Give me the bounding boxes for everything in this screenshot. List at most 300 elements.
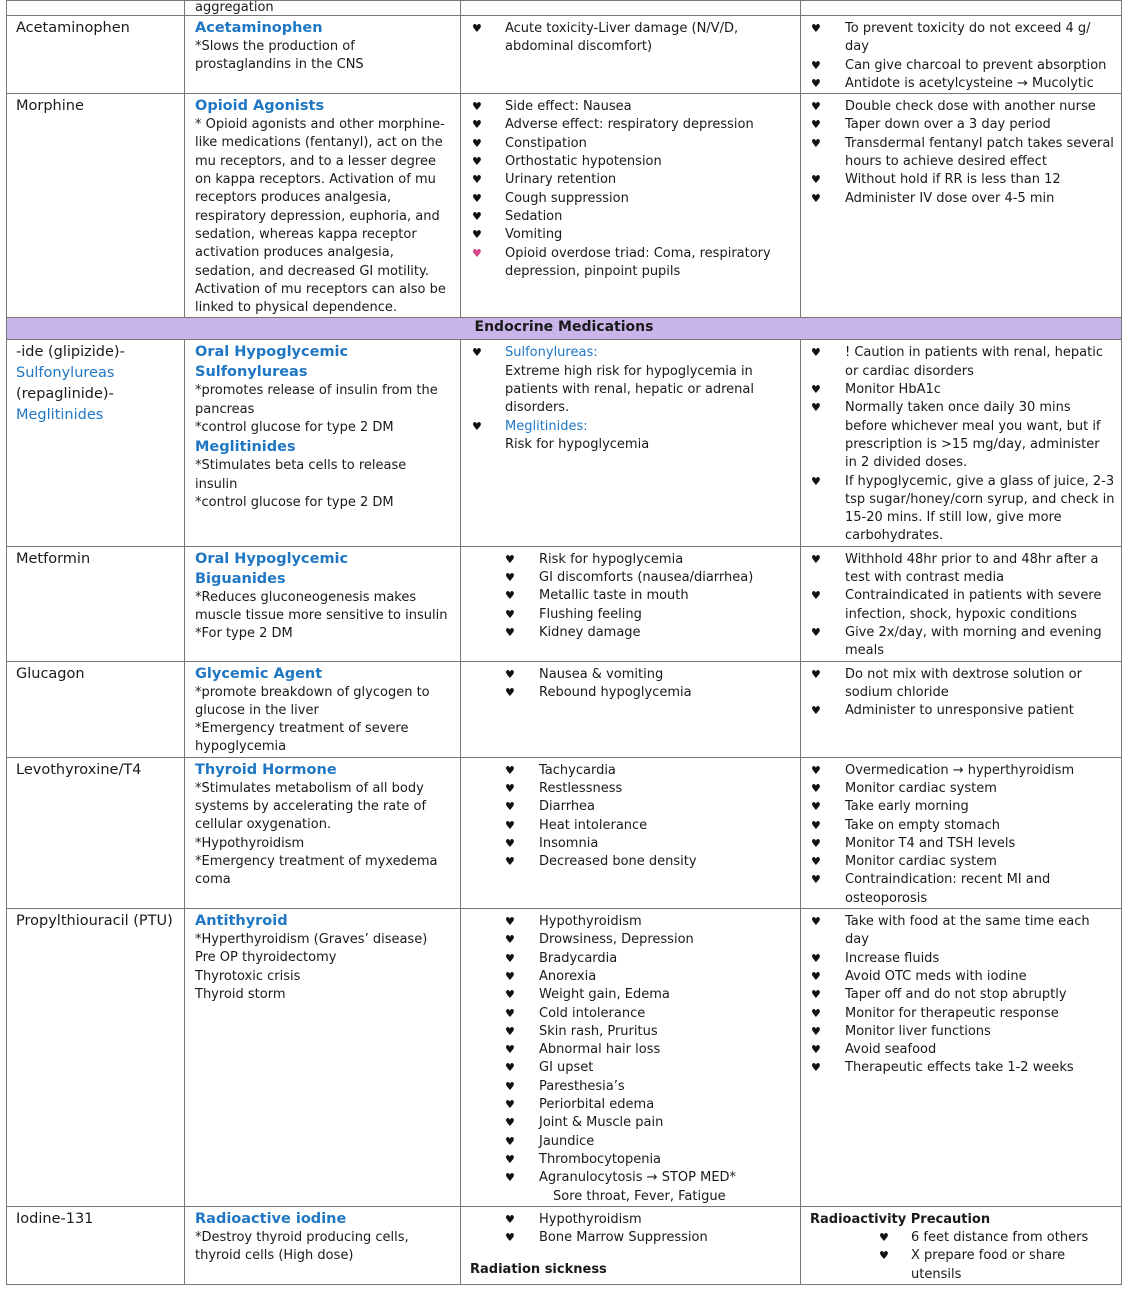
heart-bullet-icon: ♥ xyxy=(811,118,821,132)
heart-bullet-icon: ♥ xyxy=(811,763,821,777)
heart-bullet-icon: ♥ xyxy=(505,1079,515,1093)
list-item xyxy=(801,835,1115,853)
list-item-text: Do not mix with dextrose solution or sodium chloride xyxy=(845,666,1082,700)
drug-name: -ide (glipizide)- xyxy=(16,344,125,361)
heart-bullet-icon: ♥ xyxy=(505,685,515,699)
drug-class: Acetaminophen xyxy=(195,20,323,36)
list-item-text: Nausea & vomiting xyxy=(539,666,664,682)
side-effects-list xyxy=(461,340,800,454)
list-item-text: Rebound hypoglycemia xyxy=(539,684,692,700)
list-item xyxy=(801,20,1115,57)
drug-class: Opioid Agonists xyxy=(195,98,325,115)
table-row xyxy=(7,16,1122,94)
list-item xyxy=(461,1133,794,1151)
drug-class: Thyroid Hormone xyxy=(195,761,337,778)
heart-bullet-icon: ♥ xyxy=(505,800,515,814)
side-effects-list xyxy=(461,662,800,703)
mechanism-text: *control glucose for type 2 DM xyxy=(195,420,394,436)
heart-bullet-icon: ♥ xyxy=(505,1152,515,1166)
heart-bullet-icon: ♥ xyxy=(505,589,515,603)
list-item xyxy=(801,135,1115,172)
heart-bullet-icon: ♥ xyxy=(472,191,482,205)
list-item-text: Paresthesia’s xyxy=(539,1078,625,1094)
list-item xyxy=(461,1229,794,1247)
table-row xyxy=(7,757,1122,908)
list-item xyxy=(461,1151,794,1169)
list-item xyxy=(461,986,794,1004)
nursing-list xyxy=(801,94,1121,208)
list-item xyxy=(461,762,794,780)
heart-bullet-icon: ♥ xyxy=(505,552,515,566)
drug-class: Antithyroid xyxy=(195,913,288,930)
list-item-text: Abnormal hair loss xyxy=(539,1042,661,1058)
mechanism-text: Thyrotoxic crisis xyxy=(195,968,301,984)
section-title: Endocrine Medications xyxy=(7,318,1122,340)
list-item xyxy=(461,551,794,569)
heart-bullet-icon: ♥ xyxy=(811,191,821,205)
drug-name-class: Sulfonylureas xyxy=(16,365,115,382)
list-item-text: Monitor cardiac system xyxy=(845,780,997,796)
list-item-text: Vomiting xyxy=(505,227,563,243)
heart-bullet-icon: ♥ xyxy=(472,155,482,169)
table-row xyxy=(7,909,1122,1207)
heart-bullet-icon: ♥ xyxy=(811,625,821,639)
list-item-text: Therapeutic effects take 1-2 weeks xyxy=(845,1060,1074,1076)
side-effects-list xyxy=(461,547,800,642)
heart-bullet-icon: ♥ xyxy=(811,552,821,566)
list-item xyxy=(801,171,1115,189)
drug-class: Biguanides xyxy=(195,570,286,587)
heart-bullet-icon: ♥ xyxy=(505,781,515,795)
list-item-text: ! Caution in patients with renal, hepatic or cardiac disorders xyxy=(845,345,1103,379)
list-item xyxy=(801,399,1115,472)
list-item xyxy=(801,1229,1115,1247)
list-item-text: Insomnia xyxy=(539,835,599,851)
heart-bullet-icon: ♥ xyxy=(811,915,821,929)
table-row xyxy=(7,661,1122,757)
list-item xyxy=(801,666,1115,703)
mechanism-text: *Stimulates metabolism of all body systems by accelerating the rate of cellular oxygenation. xyxy=(195,780,427,833)
list-item-text: Anorexia xyxy=(539,968,597,984)
list-item xyxy=(801,762,1115,780)
list-item-text: X prepare food or share utensils xyxy=(911,1248,1066,1282)
precaution-heading: Radioactivity Precaution xyxy=(810,1211,991,1227)
heart-bullet-icon: ♥ xyxy=(505,915,515,929)
list-item-text: Monitor T4 and TSH levels xyxy=(845,835,1016,851)
section-header-row xyxy=(7,318,1122,340)
list-item xyxy=(801,1041,1115,1059)
list-item xyxy=(461,968,794,986)
list-item xyxy=(461,418,794,436)
mechanism-text: * Opioid agonists and other morphine-like medications (fentanyl), act on the mu receptors, and to a lesser degree on kappa receptors. Activation of mu receptors produces analgesia, respiratory depression, euphoria, and sedation, whereas kappa receptor activation produces analgesia, sedation, and decreased GI motility. Activation of mu receptors can also be linked to physical dependence. xyxy=(195,117,446,316)
list-item-text: Skin rash, Pruritus xyxy=(539,1023,658,1039)
mechanism-text: *promotes release of insulin from the pancreas xyxy=(195,383,438,417)
list-item xyxy=(461,153,794,171)
list-item xyxy=(801,702,1115,720)
list-item xyxy=(801,968,1115,986)
list-item-text: Opioid overdose triad: Coma, respiratory depression, pinpoint pupils xyxy=(505,245,771,279)
list-item-text: Hypothyroidism xyxy=(539,1211,642,1227)
list-item-text: Tachycardia xyxy=(539,762,616,778)
heart-bullet-icon: ♥ xyxy=(505,763,515,777)
heart-bullet-icon: ♥ xyxy=(505,951,515,965)
list-item-text: Cough suppression xyxy=(505,190,629,206)
list-item-text: Antidote is acetylcysteine → Mucolytic xyxy=(845,75,1094,91)
list-item-text: Double check dose with another nurse xyxy=(845,99,1096,115)
effect-subtext: Sore throat, Fever, Fatigue xyxy=(553,1188,726,1204)
drug-class: Radioactive iodine xyxy=(195,1210,347,1227)
heart-bullet-icon: ♥ xyxy=(811,1043,821,1057)
heart-bullet-icon: ♥ xyxy=(505,933,515,947)
heart-bullet-icon: ♥ xyxy=(472,209,482,223)
heart-bullet-icon: ♥ xyxy=(505,1116,515,1130)
list-item xyxy=(461,1059,794,1077)
side-effects-list xyxy=(461,1207,800,1248)
heart-bullet-icon: ♥ xyxy=(811,136,821,150)
list-item xyxy=(461,666,794,684)
drug-name: Levothyroxine/T4 xyxy=(16,761,142,778)
heart-bullet-icon: ♥ xyxy=(505,607,515,621)
nursing-list xyxy=(801,758,1121,908)
list-item xyxy=(801,986,1115,1004)
nursing-list xyxy=(801,1229,1121,1284)
list-item-text: Jaundice xyxy=(539,1133,595,1149)
list-item xyxy=(801,1023,1115,1041)
list-item xyxy=(461,587,794,605)
table-row xyxy=(7,1,1122,16)
list-item xyxy=(461,344,794,362)
side-effects-list xyxy=(461,16,800,57)
list-item-text: Constipation xyxy=(505,135,587,151)
list-item-text: Periorbital edema xyxy=(539,1097,655,1113)
list-item-text: Without hold if RR is less than 12 xyxy=(845,172,1061,188)
list-item xyxy=(461,245,794,282)
list-item-text: Avoid OTC meds with iodine xyxy=(845,968,1027,984)
heart-bullet-icon: ♥ xyxy=(811,346,821,360)
heart-bullet-icon: ♥ xyxy=(505,1006,515,1020)
heart-bullet-icon: ♥ xyxy=(472,246,482,260)
list-item-text: Orthostatic hypotension xyxy=(505,154,662,170)
heart-bullet-icon: ♥ xyxy=(811,800,821,814)
effect-text: Risk for hypoglycemia xyxy=(505,436,650,452)
list-item xyxy=(801,950,1115,968)
drug-name-class: Meglitinides xyxy=(16,407,104,424)
list-item xyxy=(801,780,1115,798)
mechanism-text: *Emergency treatment of severe hypoglycemia xyxy=(195,721,409,755)
drug-class: Oral Hypoglycemic xyxy=(195,550,349,567)
heart-bullet-icon: ♥ xyxy=(472,419,482,433)
side-effects-list xyxy=(461,909,800,1187)
nursing-list xyxy=(801,340,1121,545)
list-item-text: Take with food at the same time each day xyxy=(845,914,1090,948)
list-item xyxy=(801,1247,1115,1284)
list-item xyxy=(801,798,1115,816)
list-item-text: Take on empty stomach xyxy=(845,817,1000,833)
list-item-text: Increase fluids xyxy=(845,950,940,966)
list-item xyxy=(801,1005,1115,1023)
side-effects-list xyxy=(461,94,800,281)
list-item-text: Thrombocytopenia xyxy=(539,1151,662,1167)
heart-bullet-icon: ♥ xyxy=(472,118,482,132)
list-item xyxy=(801,116,1115,134)
list-item xyxy=(801,1059,1115,1077)
heart-bullet-icon: ♥ xyxy=(811,781,821,795)
list-item xyxy=(461,1005,794,1023)
list-item-text: Side effect: Nausea xyxy=(505,99,632,115)
list-item-text: Cold intolerance xyxy=(539,1005,646,1021)
nursing-list xyxy=(801,662,1121,721)
mechanism-text: *promote breakdown of glycogen to glucose in the liver xyxy=(195,684,430,718)
heart-bullet-icon: ♥ xyxy=(505,667,515,681)
list-item-text: Normally taken once daily 30 mins before whichever meal you want, but if prescription is >15 mg/day, administer in 2 divided doses. xyxy=(845,400,1101,471)
heart-bullet-icon: ♥ xyxy=(472,100,482,114)
heart-bullet-icon: ♥ xyxy=(505,855,515,869)
list-item xyxy=(461,171,794,189)
heart-bullet-icon: ♥ xyxy=(811,818,821,832)
list-item xyxy=(461,1211,794,1229)
heart-bullet-icon: ♥ xyxy=(811,951,821,965)
list-item xyxy=(801,587,1115,624)
list-item-text: If hypoglycemic, give a glass of juice, 2-3 tsp sugar/honey/corn syrup, and check in 15-20 mins. If still low, give more carbohydrates. xyxy=(845,473,1115,544)
heart-bullet-icon: ♥ xyxy=(472,136,482,150)
heart-bullet-icon: ♥ xyxy=(811,401,821,415)
list-item xyxy=(801,344,1115,381)
list-item-text: GI upset xyxy=(539,1060,594,1076)
list-item xyxy=(461,853,794,871)
list-item xyxy=(461,817,794,835)
list-item-text: Taper off and do not stop abruptly xyxy=(845,987,1067,1003)
heart-bullet-icon: ♥ xyxy=(505,1231,515,1245)
list-item xyxy=(461,190,794,208)
list-item-text: Acute toxicity-Liver damage (N/V/D, abdominal discomfort) xyxy=(505,21,739,55)
heart-bullet-icon: ♥ xyxy=(505,1098,515,1112)
list-item xyxy=(461,913,794,931)
list-item-text: Risk for hypoglycemia xyxy=(539,551,684,567)
heart-bullet-icon: ♥ xyxy=(505,988,515,1002)
list-item-text: Diarrhea xyxy=(539,799,596,815)
table-row xyxy=(7,1206,1122,1284)
list-item-text: Monitor HbA1c xyxy=(845,382,941,398)
drug-name: Propylthiouracil (PTU) xyxy=(16,913,173,930)
heart-bullet-icon: ♥ xyxy=(811,22,821,35)
list-item xyxy=(801,871,1115,908)
heart-bullet-icon: ♥ xyxy=(811,855,821,869)
list-item xyxy=(801,817,1115,835)
heart-bullet-icon: ♥ xyxy=(879,1231,889,1245)
drug-name: Iodine-131 xyxy=(16,1210,94,1227)
list-item xyxy=(801,853,1115,871)
list-item xyxy=(461,1096,794,1114)
list-item-text: Restlessness xyxy=(539,780,623,796)
list-item xyxy=(461,1114,794,1132)
list-item-text: Drowsiness, Depression xyxy=(539,932,694,948)
drug-class: Meglitinides xyxy=(195,439,296,456)
heart-bullet-icon: ♥ xyxy=(811,383,821,397)
heart-bullet-icon: ♥ xyxy=(505,969,515,983)
list-item xyxy=(461,798,794,816)
list-item xyxy=(461,436,794,454)
list-item xyxy=(801,75,1115,93)
list-item xyxy=(461,1041,794,1059)
heart-bullet-icon: ♥ xyxy=(811,1061,821,1075)
heart-bullet-icon: ♥ xyxy=(505,1171,515,1185)
heart-bullet-icon: ♥ xyxy=(811,873,821,887)
heart-bullet-icon: ♥ xyxy=(505,818,515,832)
table-row xyxy=(7,340,1122,546)
list-item xyxy=(461,116,794,134)
list-item xyxy=(801,57,1115,75)
list-item xyxy=(461,569,794,587)
list-item-text: Hypothyroidism xyxy=(539,914,642,930)
list-item xyxy=(801,624,1115,661)
heart-bullet-icon: ♥ xyxy=(505,625,515,639)
list-item xyxy=(461,208,794,226)
drug-reference-table xyxy=(6,0,1122,1285)
list-item xyxy=(801,473,1115,546)
list-item xyxy=(461,624,794,642)
list-item xyxy=(461,1078,794,1096)
drug-class: Oral Hypoglycemic xyxy=(195,344,349,361)
heart-bullet-icon: ♥ xyxy=(472,346,482,360)
list-item xyxy=(461,684,794,702)
mechanism-text: *For type 2 DM xyxy=(195,626,293,642)
list-item xyxy=(461,950,794,968)
list-item-text: 6 feet distance from others xyxy=(911,1230,1089,1246)
side-effects-list xyxy=(461,758,800,872)
drug-class: Glycemic Agent xyxy=(195,665,323,682)
heart-bullet-icon: ♥ xyxy=(811,667,821,681)
list-item xyxy=(461,226,794,244)
heart-bullet-icon: ♥ xyxy=(505,1024,515,1038)
effect-text: Extreme high risk for hypoglycemia in patients with renal, hepatic or adrenal disorders. xyxy=(505,363,754,416)
list-item-text: Sedation xyxy=(505,208,563,224)
list-item-text: Administer to unresponsive patient xyxy=(845,703,1074,719)
list-item xyxy=(801,381,1115,399)
list-item-text: Monitor for therapeutic response xyxy=(845,1005,1059,1021)
heart-bullet-icon: ♥ xyxy=(811,704,821,718)
drug-name: (repaglinide)- xyxy=(16,386,114,403)
list-item-text: Withhold 48hr prior to and 48hr after a test with contrast media xyxy=(845,551,1099,586)
list-item xyxy=(461,1169,794,1187)
list-item-text: Can give charcoal to prevent absorption xyxy=(845,57,1107,73)
list-item-text: Decreased bone density xyxy=(539,854,697,870)
heart-bullet-icon: ♥ xyxy=(472,22,482,35)
list-item-text: Agranulocytosis → STOP MED* xyxy=(539,1170,737,1186)
drug-class: Sulfonylureas xyxy=(195,364,308,381)
heart-bullet-icon: ♥ xyxy=(505,1061,515,1075)
list-item xyxy=(801,190,1115,208)
heart-bullet-icon: ♥ xyxy=(505,571,515,585)
list-item-text: Urinary retention xyxy=(505,172,617,188)
heart-bullet-icon: ♥ xyxy=(811,1006,821,1020)
list-item-text: To prevent toxicity do not exceed 4 g/ day xyxy=(845,21,1091,55)
heart-bullet-icon: ♥ xyxy=(879,1249,889,1263)
list-item xyxy=(801,913,1115,950)
heart-bullet-icon: ♥ xyxy=(811,969,821,983)
effect-subhead: Sulfonylureas: xyxy=(505,345,598,361)
mechanism-text: Pre OP thyroidectomy xyxy=(195,950,337,966)
list-item xyxy=(801,551,1115,588)
list-item xyxy=(461,835,794,853)
mechanism-text: *control glucose for type 2 DM xyxy=(195,494,394,510)
heart-bullet-icon: ♥ xyxy=(472,228,482,242)
heart-bullet-icon: ♥ xyxy=(811,76,821,90)
heart-bullet-icon: ♥ xyxy=(811,589,821,603)
heart-bullet-icon: ♥ xyxy=(505,1043,515,1057)
list-item-text: Kidney damage xyxy=(539,624,641,640)
nursing-list xyxy=(801,547,1121,661)
list-item-text: Heat intolerance xyxy=(539,817,648,833)
list-item-text: Administer IV dose over 4-5 min xyxy=(845,190,1055,206)
mechanism-text: *Reduces gluconeogenesis makes muscle tissue more sensitive to insulin xyxy=(195,589,448,624)
heart-bullet-icon: ♥ xyxy=(505,836,515,850)
list-item xyxy=(461,135,794,153)
heart-bullet-icon: ♥ xyxy=(811,58,821,72)
table-row xyxy=(7,546,1122,661)
mechanism-text: *Emergency treatment of myxedema coma xyxy=(195,853,438,888)
list-item xyxy=(461,363,794,418)
table-row xyxy=(7,94,1122,318)
heart-bullet-icon: ♥ xyxy=(505,1134,515,1148)
list-item-text: Overmedication → hyperthyroidism xyxy=(845,762,1075,778)
list-item xyxy=(461,98,794,116)
list-item xyxy=(801,98,1115,116)
mechanism-text: *Hypothyroidism xyxy=(195,835,305,851)
list-item-text: Avoid seafood xyxy=(845,1042,937,1058)
list-item-text: GI discomforts (nausea/diarrhea) xyxy=(539,570,754,586)
list-item-text: Contraindication: recent MI and osteoporosis xyxy=(845,872,1051,906)
heart-bullet-icon: ♥ xyxy=(811,836,821,850)
list-item xyxy=(461,20,794,57)
list-item-text: Adverse effect: respiratory depression xyxy=(505,117,754,133)
heart-bullet-icon: ♥ xyxy=(811,1024,821,1038)
list-item-text: Bradycardia xyxy=(539,950,618,966)
heart-bullet-icon: ♥ xyxy=(472,173,482,187)
mechanism-text: *Hyperthyroidism (Graves’ disease) xyxy=(195,932,428,948)
drug-name: Acetaminophen xyxy=(16,20,130,36)
radiation-sickness-label: Radiation sickness xyxy=(470,1262,607,1278)
list-item-text: Flushing feeling xyxy=(539,606,642,622)
heart-bullet-icon: ♥ xyxy=(811,988,821,1002)
mechanism-text: aggregation xyxy=(195,0,274,15)
list-item-text: Taper down over a 3 day period xyxy=(845,117,1051,133)
list-item-text: Weight gain, Edema xyxy=(539,987,670,1003)
heart-bullet-icon: ♥ xyxy=(811,173,821,187)
drug-name: Metformin xyxy=(16,550,91,567)
heart-bullet-icon: ♥ xyxy=(811,100,821,114)
nursing-list xyxy=(801,16,1121,93)
list-item xyxy=(461,931,794,949)
drug-name: Glucagon xyxy=(16,665,85,682)
mechanism-text: Thyroid storm xyxy=(195,986,286,1002)
mechanism-text: *Slows the production of prostaglandins in the CNS xyxy=(195,39,364,73)
list-item-text: Take early morning xyxy=(845,799,969,815)
list-item-text: Joint & Muscle pain xyxy=(539,1115,664,1131)
drug-name: Morphine xyxy=(16,98,84,115)
heart-bullet-icon: ♥ xyxy=(505,1212,515,1226)
list-item-text: Transdermal fentanyl patch takes several hours to achieve desired effect xyxy=(845,135,1114,170)
heart-bullet-icon: ♥ xyxy=(811,474,821,488)
list-item-text: Contraindicated in patients with severe infection, shock, hypoxic conditions xyxy=(845,588,1102,622)
list-item xyxy=(461,780,794,798)
mechanism-text: *Stimulates beta cells to release insulin xyxy=(195,458,407,492)
list-item-text: Metallic taste in mouth xyxy=(539,588,689,604)
nursing-list xyxy=(801,909,1121,1078)
list-item-text: Monitor liver functions xyxy=(845,1023,991,1039)
list-item xyxy=(461,606,794,624)
mechanism-text: *Destroy thyroid producing cells, thyroid cells (High dose) xyxy=(195,1229,409,1264)
list-item-text: Monitor cardiac system xyxy=(845,854,997,870)
